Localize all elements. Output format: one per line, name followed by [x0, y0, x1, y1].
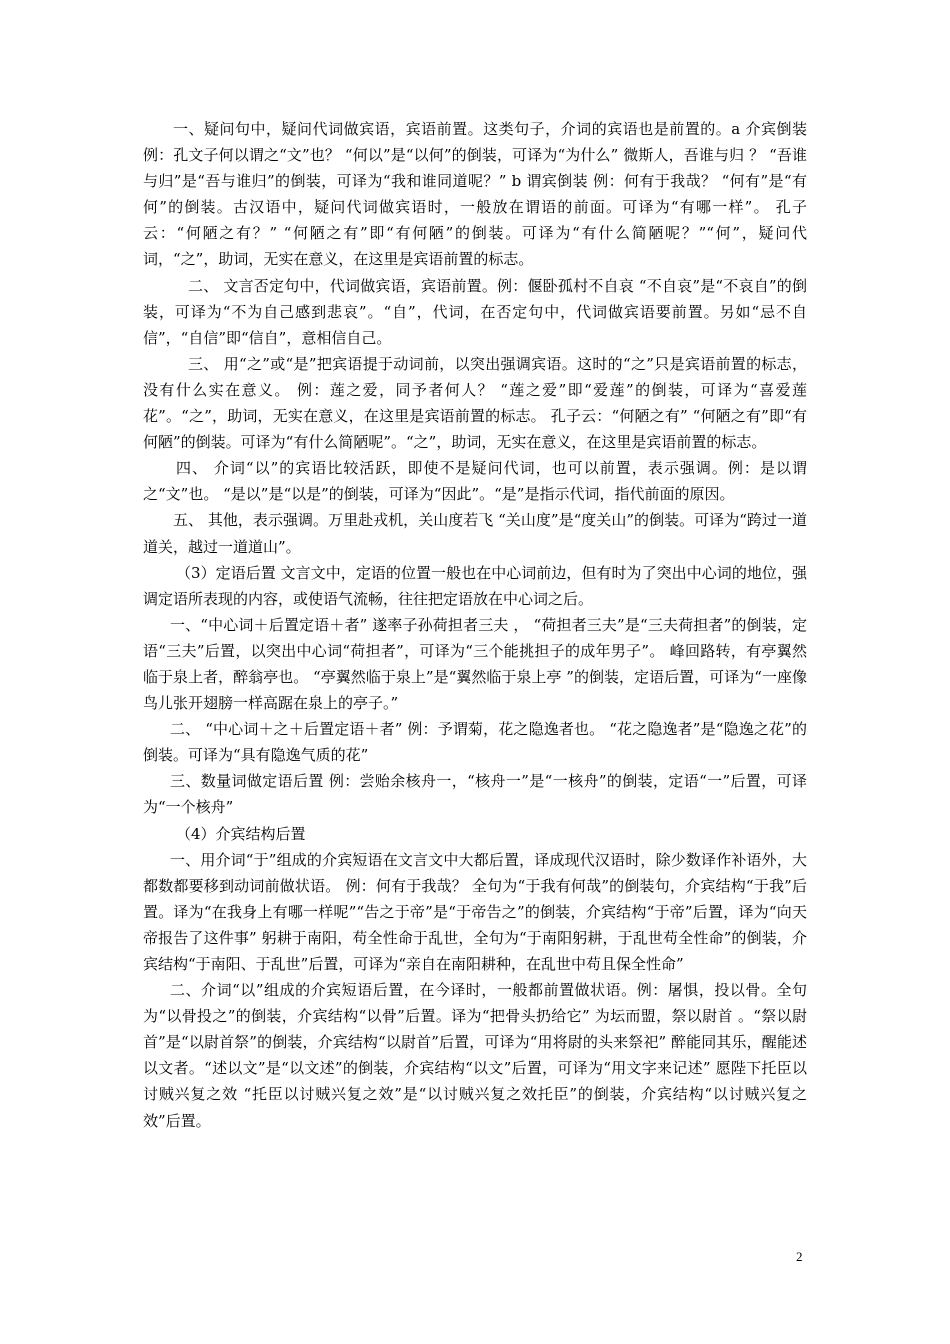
page-number: 2 [796, 1249, 803, 1264]
paragraph: （3）定语后置 文言文中，定语的位置一般也在中心词前边，但有时为了突出中心词的地位，强调定语所表现的内容，或使语气流畅，往往把定语放在中心词之后。 [143, 563, 807, 608]
paragraph: 一、疑问句中，疑问代词做宾语，宾语前置。这类句子，介词的宾语也是前置的。a 介宾倒装 例：孔文子何以谓之“文”也？ “何以”是“以何”的倒装，可译为“为什么” 微斯人，吾谁与归 ？ “吾谁与归”是“吾与谁归”的倒装，可译为“我和谁同道呢？” b 谓宾倒装 例：何有于我哉？ “何有”是“有何”的倒装。古汉语中，疑问代词做宾语时，一般放在谓语的前面。可译为“有哪一样”。 孔子云：“何陋之有？” “何陋之有”即“有何陋”的倒装。可译为“有什么简陋呢？”“何”，疑问代词，“之”，助词，无实在意义，在这里是宾语前置的标志。 [143, 120, 807, 269]
paragraph: 三、数量词做定语后置 例：尝贻余核舟一，“核舟一”是“一核舟”的倒装，定语“一”后置，可译为“一个核舟” [143, 772, 807, 817]
paragraph: 三、 用“之”或“是”把宾语提于动词前，以突出强调宾语。这时的“之”只是宾语前置的标志，没有什么实在意义。 例：莲之爱，同予者何人？ “莲之爱”即“爱莲”的倒装，可译为“喜爱莲花”。“之”，助词，无实在意义，在这里是宾语前置的标志。 孔子云：“何陋之有” “何陋之有”即“有何陋”的倒装。可译为“有什么简陋呢”。“之”，助词，无实在意义，在这里是宾语前置的标志。 [143, 354, 807, 452]
paragraph: 一、“中心词＋后置定语＋者” 遂率子孙荷担者三夫 ， “荷担者三夫”是“三夫荷担者”的倒装，定语“三夫”后置，以突出中心词“荷担者”，可译为“三个能挑担子的成年男子”。 峰回路转，有亭翼然临于泉上者，醉翁亭也。 “亭翼然临于泉上”是“翼然临于泉上亭 ”的倒装，定语后置，可译为“一座像鸟儿张开翅膀一样高踞在泉上的亭子。” [143, 615, 807, 713]
paragraph: （4）介宾结构后置 [176, 824, 306, 843]
paragraph: 四、 介词“以”的宾语比较活跃，即使不是疑问代词，也可以前置，表示强调。例：是以谓之“文”也。 “是以”是“以是”的倒装，可译为“因此”。“是”是指示代词，指代前面的原因。 [143, 459, 807, 504]
paragraph: 一、用介词“于”组成的介宾短语在文言文中大都后置，译成现代汉语时，除少数译作补语外，大都数都要移到动词前做状语。 例：何有于我哉？ 全句为“于我有何哉”的倒装句，介宾结构“于我”后置。译为“在我身上有哪一样呢”“告之于帝”是“于帝告之”的倒装，介宾结构“于帝”后置，译为“向天帝报告了这件事” 躬耕于南阳，苟全性命于乱世，全句为“于南阳躬耕，于乱世苟全性命”的倒装，介宾结构“于南阳、于乱世”后置，可译为“亲自在南阳耕种，在乱世中苟且保全性命” [143, 850, 807, 973]
paragraph: 二、 “中心词＋之＋后置定语＋者” 例：予谓菊，花之隐逸者也。 “花之隐逸者”是“隐逸之花”的倒装。可译为“具有隐逸气质的花” [143, 720, 807, 765]
paragraph: 二、介词“以”组成的介宾短语后置，在今译时，一般都前置做状语。例：屠惧，投以骨。全句为“以骨投之”的倒装，介宾结构“以骨”后置。译为“把骨头扔给它” 为坛而盟，祭以尉首 。“祭以尉首”是“以尉首祭”的倒装，介宾结构“以尉首”后置，可译为“用将尉的头来祭祀” 醉能同其乐，醒能述以文者。“述以文”是“以文述”的倒装，介宾结构“以文”后置，可译为“用文字来记述” 愿陛下托臣以讨贼兴复之效 “托臣以讨贼兴复之效”是“以讨贼兴复之效托臣”的倒装，介宾结构“以讨贼兴复之效”后置。 [143, 981, 807, 1130]
document-body [143, 116, 807, 1134]
paragraph: 二、 文言否定句中，代词做宾语，宾语前置。例：偃卧孤村不自哀 “不自哀”是“不哀自”的倒装，可译为“不为自己感到悲哀”。“自”，代词，在否定句中，代词做宾语要前置。另如“忌不自信”，“自信”即“信自”，意相信自己。 [143, 276, 807, 347]
paragraph: 五、 其他，表示强调。万里赴戎机，关山度若飞 “关山度”是“度关山”的倒装。可译为“跨过一道道关，越过一道道山”。 [143, 511, 807, 556]
